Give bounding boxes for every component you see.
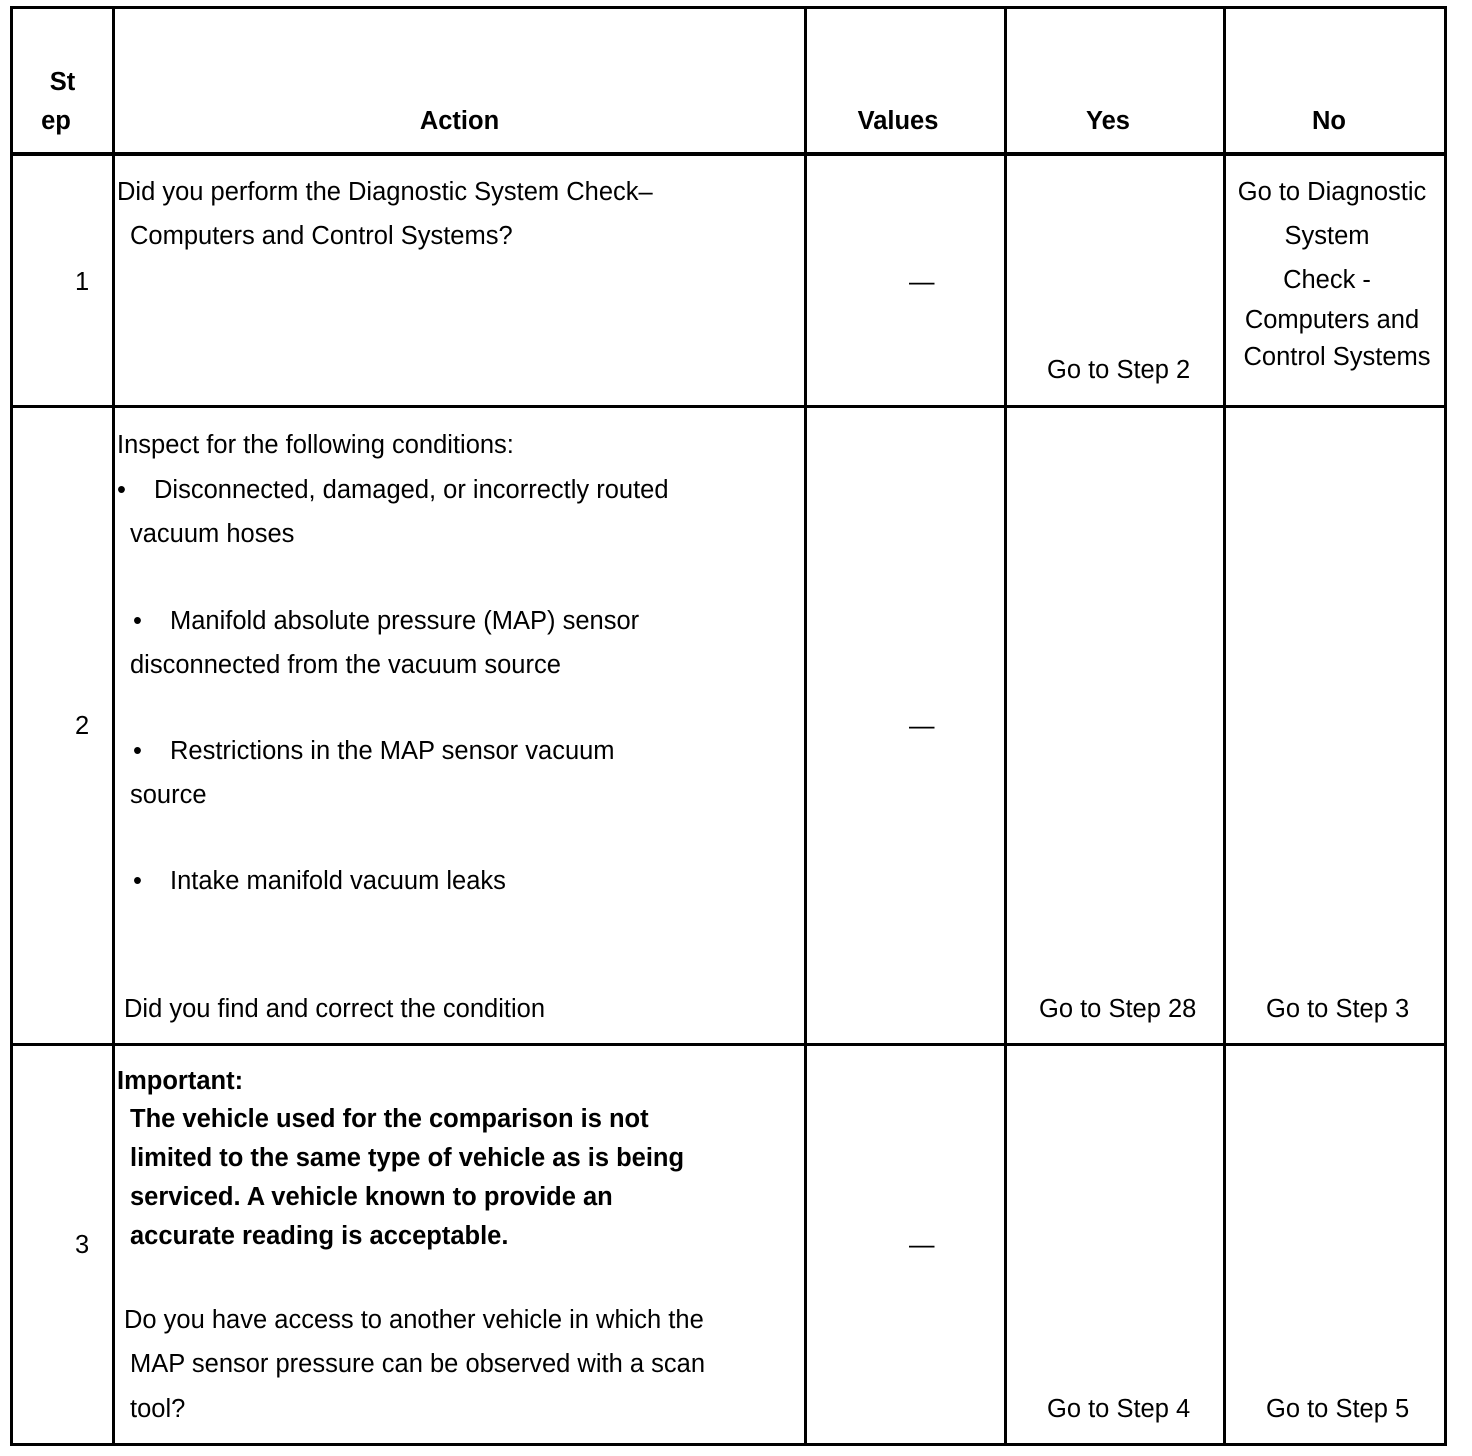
row2-bullet1-line2: vacuum hoses: [130, 520, 295, 548]
row-divider-1: [10, 405, 1447, 408]
step-number-2: 2: [75, 712, 90, 740]
table-border-bottom: [10, 1443, 1447, 1446]
row2-bullet4-line1: Intake manifold vacuum leaks: [170, 867, 506, 895]
row2-bullet2-line1: Manifold absolute pressure (MAP) sensor: [170, 607, 640, 635]
row1-no-line2[interactable]: System: [1284, 222, 1370, 250]
row-divider-2: [10, 1043, 1447, 1046]
bullet-icon: •: [133, 867, 142, 895]
bullet-icon: •: [117, 476, 126, 504]
row2-bullet3-line2: source: [130, 781, 207, 809]
row2-intro: Inspect for the following conditions:: [117, 431, 514, 459]
row2-bullet2-line2: disconnected from the vacuum source: [130, 651, 561, 679]
row3-important-line4: accurate reading is acceptable.: [130, 1222, 509, 1250]
row3-question-line3: tool?: [130, 1395, 186, 1423]
header-action: Action: [419, 107, 500, 135]
row1-yes-link[interactable]: Go to Step 2: [1047, 356, 1191, 384]
header-yes: Yes: [1086, 107, 1130, 135]
table-border-right: [1444, 6, 1447, 1446]
row3-yes-link[interactable]: Go to Step 4: [1047, 1395, 1191, 1423]
row3-important-line3: serviced. A vehicle known to provide an: [130, 1183, 613, 1211]
row1-no-line5[interactable]: Control Systems: [1243, 343, 1431, 371]
row2-bullet3-line1: Restrictions in the MAP sensor vacuum: [170, 737, 615, 765]
row2-value-dash: —: [909, 712, 935, 740]
row3-no-link[interactable]: Go to Step 5: [1266, 1395, 1410, 1423]
row2-no-link[interactable]: Go to Step 3: [1266, 995, 1410, 1023]
table-border-left: [10, 6, 13, 1446]
row2-bullet1-line1: Disconnected, damaged, or incorrectly routed: [154, 476, 669, 504]
row1-action-line1: Did you perform the Diagnostic System Check–: [117, 178, 653, 206]
row3-question-line1: Do you have access to another vehicle in which the: [124, 1306, 704, 1334]
header-step-line2: ep: [41, 107, 71, 135]
header-no: No: [1312, 107, 1346, 135]
row3-question-line2: MAP sensor pressure can be observed with a scan: [130, 1350, 705, 1378]
row1-action-line2: Computers and Control Systems?: [130, 222, 513, 250]
row1-no-line1[interactable]: Go to Diagnostic: [1237, 178, 1427, 206]
row2-yes-link[interactable]: Go to Step 28: [1039, 995, 1197, 1023]
header-divider: [10, 152, 1447, 156]
column-divider-action: [804, 6, 807, 1446]
step-number-3: 3: [75, 1231, 90, 1259]
row3-important-line1: The vehicle used for the comparison is not: [130, 1105, 649, 1133]
step-number-1: 1: [75, 268, 90, 296]
row1-no-line3[interactable]: Check -: [1283, 266, 1371, 294]
row2-question: Did you find and correct the condition: [124, 995, 545, 1023]
row3-value-dash: —: [909, 1231, 935, 1259]
column-divider-step: [112, 6, 115, 1446]
bullet-icon: •: [133, 737, 142, 765]
row1-no-line4[interactable]: Computers and: [1244, 306, 1420, 334]
row1-value-dash: —: [909, 268, 935, 296]
header-values: Values: [857, 107, 939, 135]
bullet-icon: •: [133, 607, 142, 635]
row3-important-label: Important:: [117, 1067, 244, 1095]
column-divider-values: [1004, 6, 1007, 1446]
row3-important-line2: limited to the same type of vehicle as is being: [130, 1144, 685, 1172]
header-step-line1: St: [49, 68, 76, 96]
table-border-top: [10, 6, 1447, 9]
